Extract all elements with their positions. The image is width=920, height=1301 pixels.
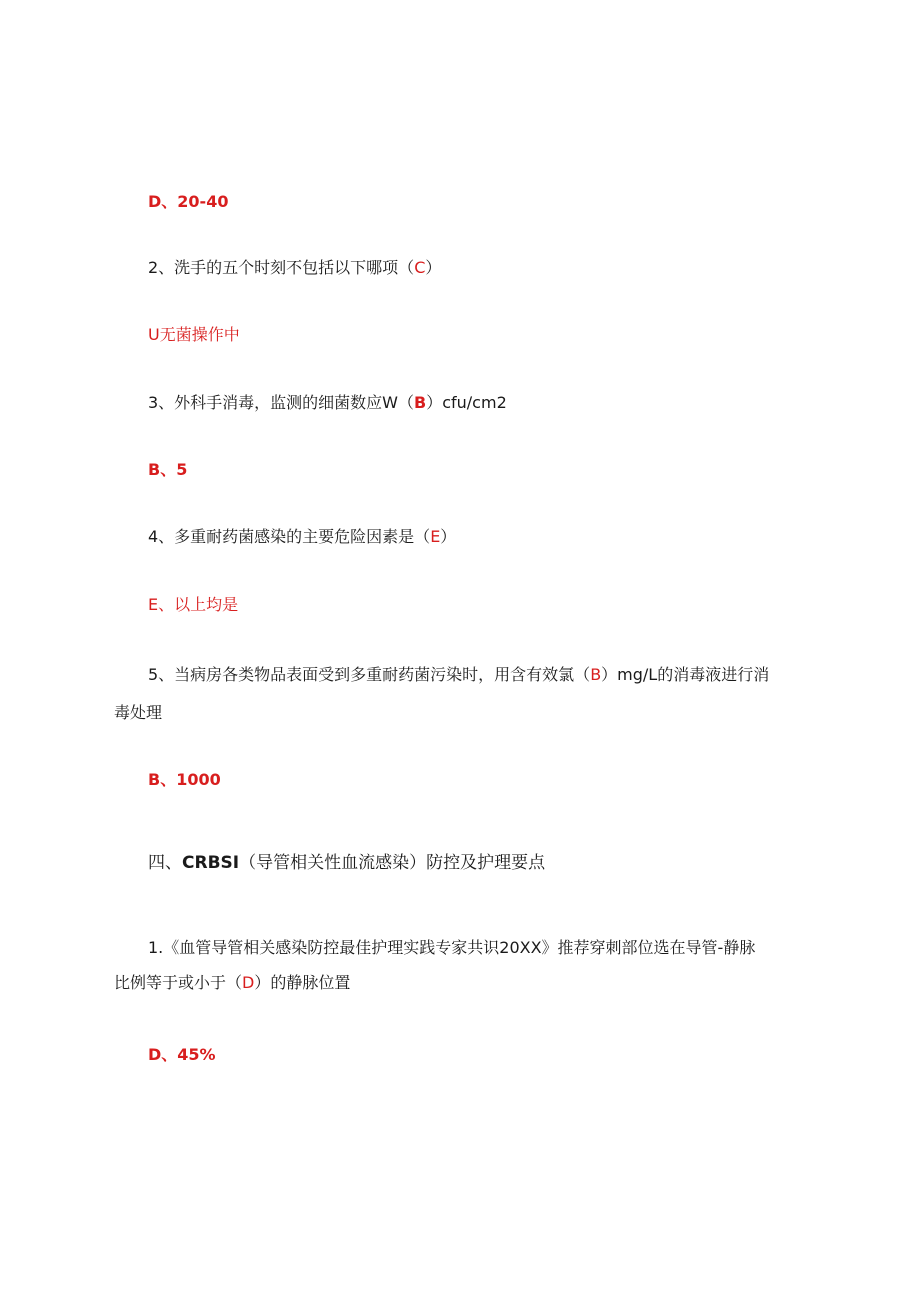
question-2-text: 2、洗手的五个时刻不包括以下哪项（	[148, 258, 415, 277]
answer-d-45-percent: D、45%	[148, 1045, 216, 1064]
question-3	[148, 393, 507, 413]
question-5-text: 5、当病房各类物品表面受到多重耐药菌污染时，用含有效氯（	[148, 665, 591, 684]
question-3-close: ）cfu∕cm2	[426, 393, 507, 412]
question-1-close: ）的静脉位置	[254, 973, 351, 992]
section-heading-acronym: CRBSI	[182, 853, 240, 873]
section-heading-prefix: 四、	[148, 853, 182, 873]
question-3-key: B	[414, 393, 427, 412]
answer-aseptic-operation: U无菌操作中	[148, 325, 240, 344]
answer-d-20-40: D、20-40	[148, 192, 229, 211]
question-4	[148, 527, 456, 547]
question-4-key: E	[430, 527, 441, 546]
question-1-line1: 1.《血管导管相关感染防控最佳护理实践专家共识20XX》推荐穿刺部位选在导管-静脉	[148, 938, 756, 957]
question-5-key: B	[590, 665, 602, 684]
answer-e-all-above: E、以上均是	[148, 595, 239, 614]
question-3-text: 3、外科手消毒，监测的细菌数应W（	[148, 393, 415, 412]
section-heading-crbsi	[148, 853, 545, 873]
question-4-close: ）	[440, 527, 457, 546]
question-5-line2: 毒处理	[114, 703, 163, 722]
section-heading-suffix: （导管相关性血流感染）防控及护理要点	[239, 853, 546, 873]
answer-b-1000: B、1000	[148, 770, 221, 789]
question-5-close: ）mg/L的消毒液进行消	[601, 665, 770, 684]
question-2-key: C	[414, 258, 426, 277]
question-1-key: D	[242, 973, 255, 992]
question-5-line1	[148, 665, 769, 685]
question-1-line2	[114, 973, 350, 993]
question-2-close: ）	[425, 258, 442, 277]
question-4-text: 4、多重耐药菌感染的主要危险因素是（	[148, 527, 431, 546]
question-1-line2-text: 比例等于或小于（	[114, 973, 243, 992]
question-2	[148, 258, 441, 278]
answer-b-5: B、5	[148, 460, 188, 479]
